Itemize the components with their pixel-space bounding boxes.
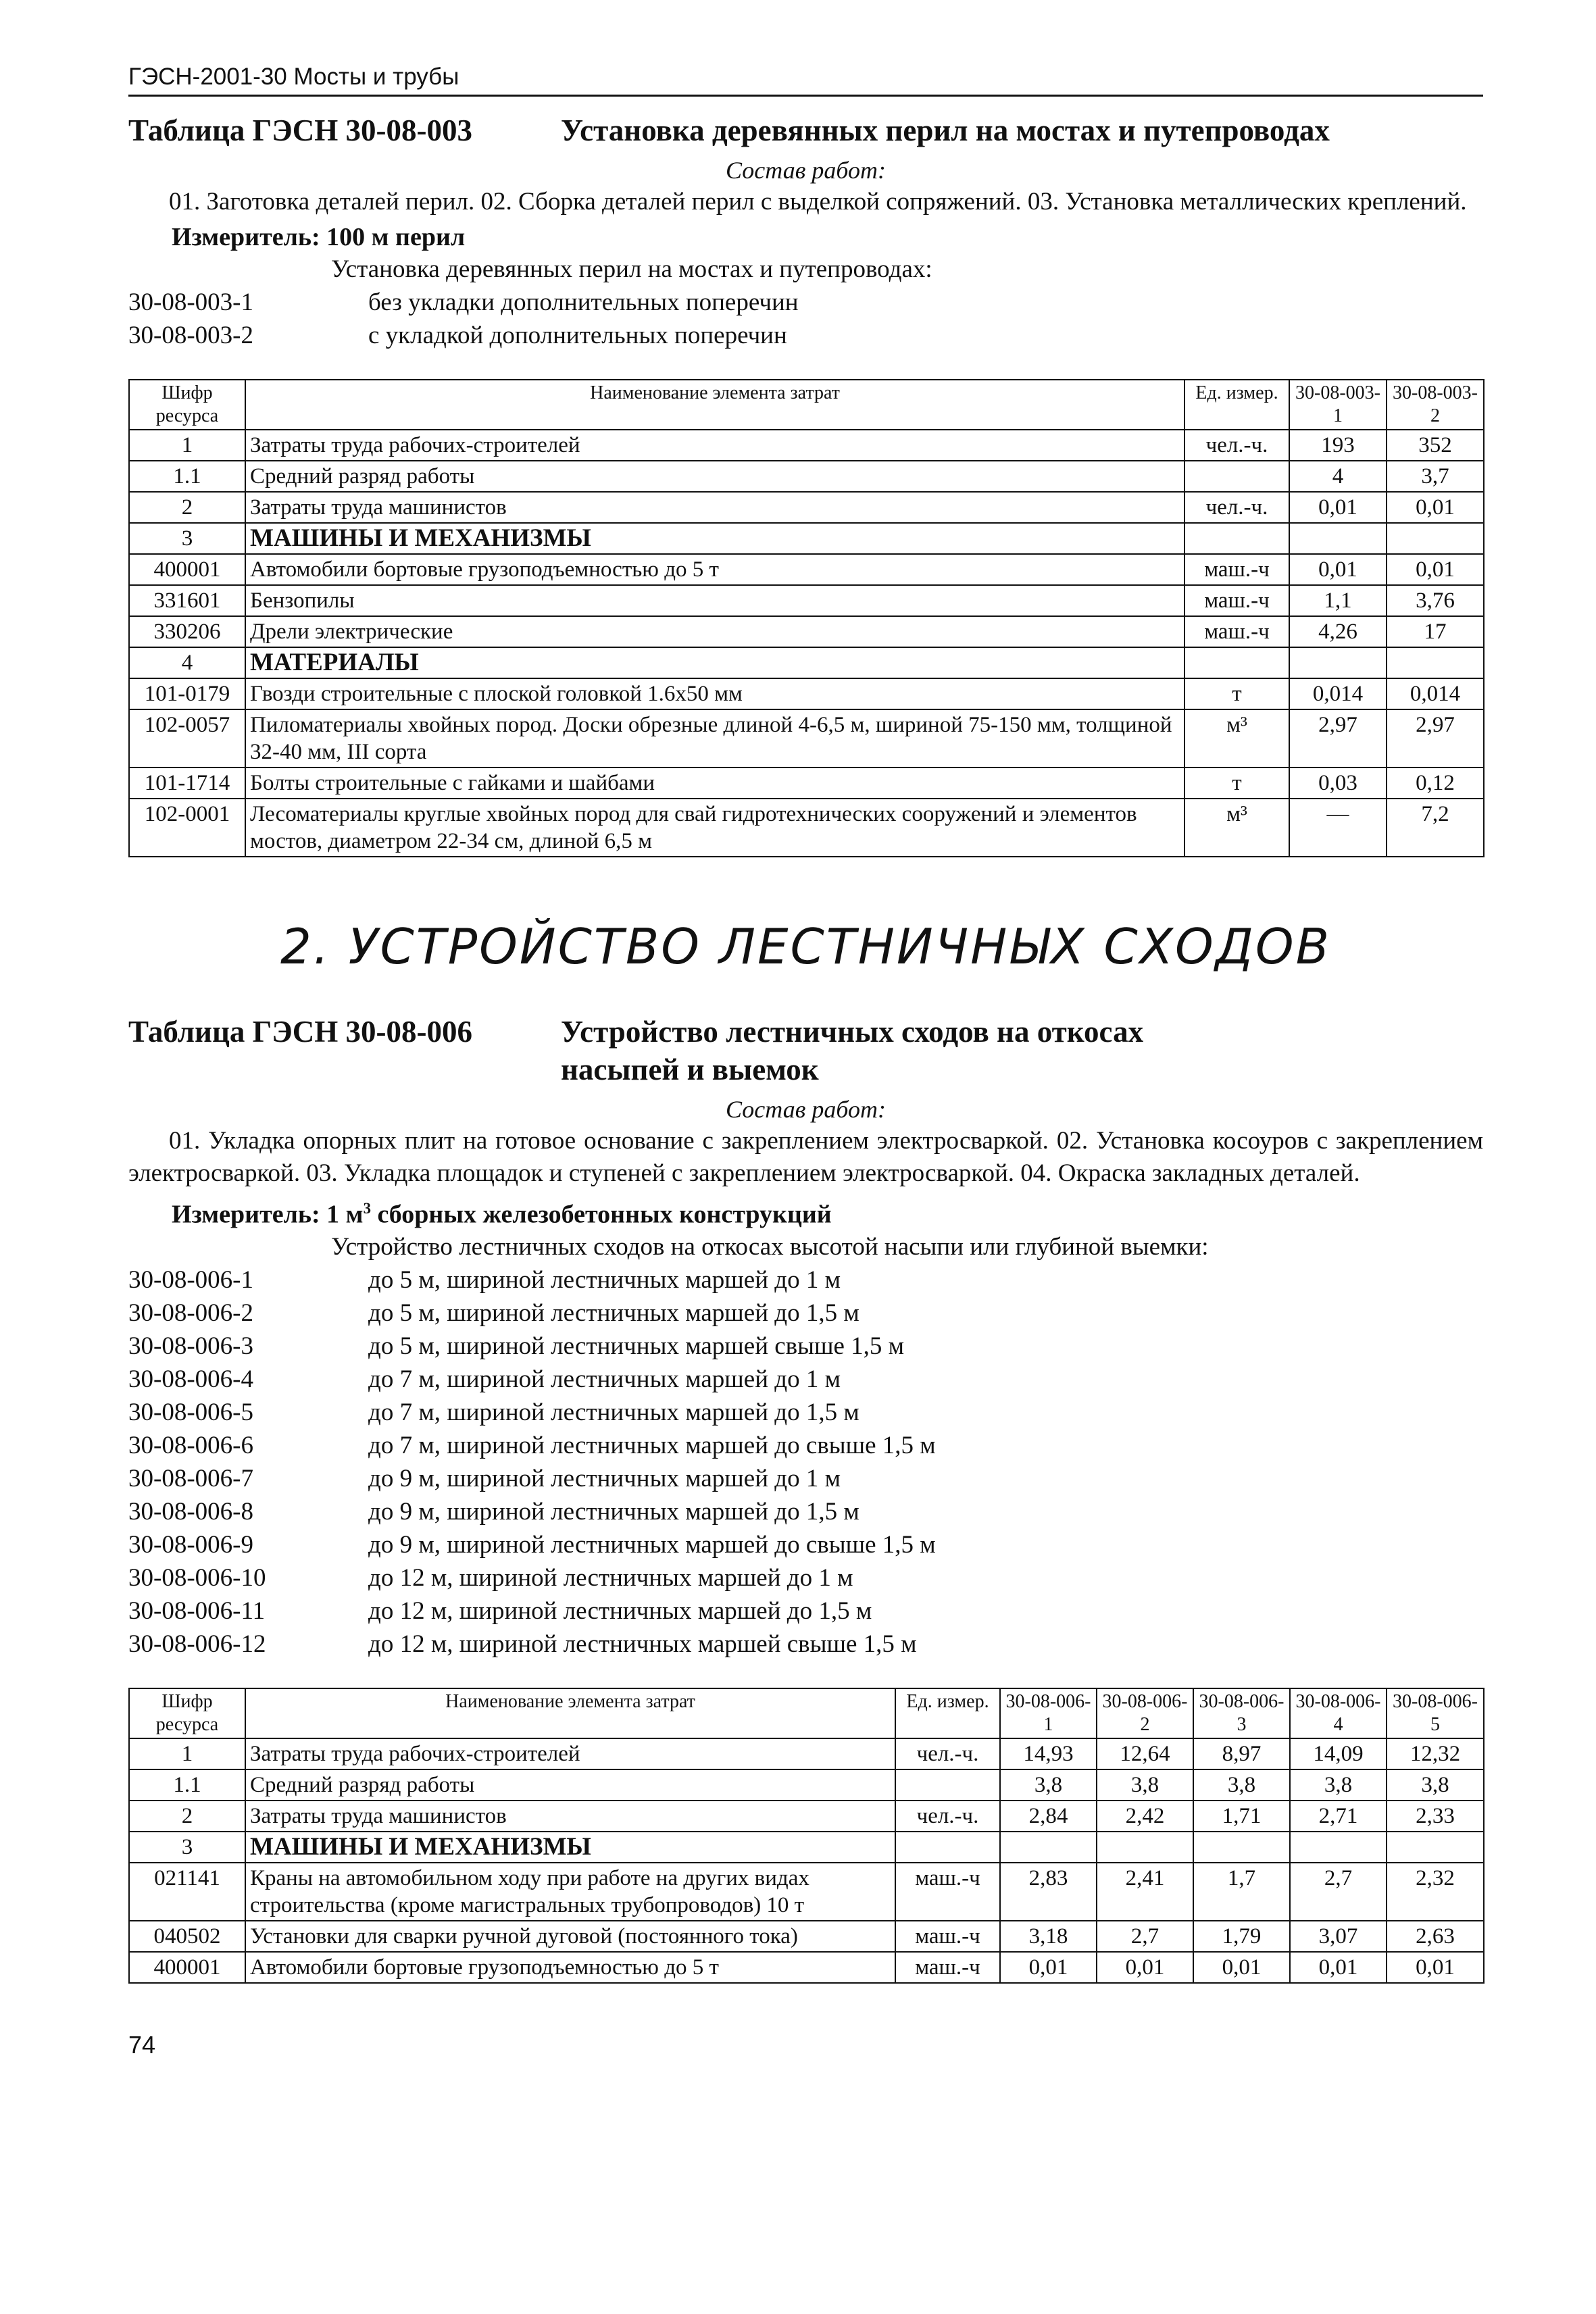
table-row <box>129 768 1484 799</box>
resource-code: 1 <box>129 430 245 461</box>
item-desc: до 5 м, шириной лестничных маршей до 1 м <box>368 1265 841 1294</box>
table2-item <box>128 1263 1483 1297</box>
norm-value: 3,8 <box>1000 1769 1097 1801</box>
table2-item <box>128 1495 1483 1528</box>
item-desc: до 9 м, шириной лестничных маршей до 1,5 м <box>368 1497 859 1526</box>
resource-unit: чел.-ч. <box>895 1801 1000 1832</box>
norm-value: 12,64 <box>1097 1738 1193 1769</box>
table2-works-label: Состав работ: <box>726 1096 886 1123</box>
resource-code: 331601 <box>129 585 245 616</box>
resource-code: 1.1 <box>129 1769 245 1801</box>
resource-unit: м³ <box>1184 799 1289 857</box>
table-row <box>129 1738 1484 1769</box>
item-code: 30-08-006-5 <box>128 1398 253 1426</box>
norm-value: 1,71 <box>1193 1801 1290 1832</box>
norm-value: 4 <box>1289 461 1387 492</box>
table2-item <box>128 1429 1483 1462</box>
table2-title-line2: насыпей и выемок <box>561 1053 819 1086</box>
table-row <box>129 492 1484 523</box>
norm-value: 0,01 <box>1387 554 1484 585</box>
resource-name: Бензопилы <box>245 585 1184 616</box>
item-code: 30-08-006-12 <box>128 1630 266 1658</box>
resource-name: Лесоматериалы круглые хвойных пород для свай гидротехнических сооружений и элементов мостов, диаметром 22-34 см, длиной 6,5 м <box>245 799 1184 857</box>
item-code: 30-08-006-4 <box>128 1365 253 1393</box>
col-norm-5: 30-08-006-5 <box>1387 1688 1484 1738</box>
table2-item <box>128 1330 1483 1363</box>
table1-items <box>128 286 1483 352</box>
col-resource: Шифр ресурса <box>129 1688 245 1738</box>
norm-value: 0,01 <box>1289 554 1387 585</box>
norm-value: 2,41 <box>1097 1863 1193 1921</box>
norm-value: 193 <box>1289 430 1387 461</box>
table2-code: Таблица ГЭСН 30-08-006 <box>128 1015 472 1049</box>
col-norm-1: 30-08-003-1 <box>1289 380 1387 430</box>
norm-value: 1,1 <box>1289 585 1387 616</box>
norm-value: 12,32 <box>1387 1738 1484 1769</box>
norm-value: 0,014 <box>1387 678 1484 709</box>
table-row <box>129 799 1484 857</box>
table1-resources <box>128 379 1485 857</box>
item-code: 30-08-006-7 <box>128 1464 253 1492</box>
resource-unit <box>895 1769 1000 1801</box>
norm-value: 3,7 <box>1387 461 1484 492</box>
table-row <box>129 554 1484 585</box>
table2-title-block <box>561 1013 1483 1088</box>
col-norm-1: 30-08-006-1 <box>1000 1688 1097 1738</box>
norm-value: 0,01 <box>1193 1952 1290 1983</box>
norm-value <box>1289 647 1387 678</box>
norm-value <box>1387 523 1484 554</box>
resource-unit: маш.-ч <box>895 1863 1000 1921</box>
norm-value: 2,84 <box>1000 1801 1097 1832</box>
table2-body <box>129 1738 1484 1983</box>
resource-unit: чел.-ч. <box>1184 430 1289 461</box>
norm-value <box>1289 523 1387 554</box>
table2-item <box>128 1628 1483 1661</box>
item-desc: до 12 м, шириной лестничных маршей свыше 1,5 м <box>368 1630 917 1658</box>
resource-code: 2 <box>129 1801 245 1832</box>
table-row <box>129 1863 1484 1921</box>
norm-value: 3,18 <box>1000 1921 1097 1952</box>
resource-unit <box>1184 461 1289 492</box>
table2-item <box>128 1297 1483 1330</box>
table1-title: Установка деревянных перил на мостах и путепроводах <box>561 114 1330 147</box>
measure-sup: 3 <box>363 1200 371 1217</box>
norm-value: 1,7 <box>1193 1863 1290 1921</box>
norm-value: 17 <box>1387 616 1484 647</box>
col-norm-4: 30-08-006-4 <box>1290 1688 1387 1738</box>
table-row <box>129 1952 1484 1983</box>
norm-value: 2,7 <box>1290 1863 1387 1921</box>
resource-unit <box>895 1832 1000 1863</box>
item-code: 30-08-006-3 <box>128 1332 253 1360</box>
table1-works-label: Состав работ: <box>726 157 886 184</box>
norm-value <box>1290 1832 1387 1863</box>
item-desc: с укладкой дополнительных поперечин <box>368 322 787 349</box>
table1-heading <box>128 111 1483 149</box>
resource-unit: маш.-ч <box>895 1952 1000 1983</box>
table-row <box>129 461 1484 492</box>
norm-value <box>1387 1832 1484 1863</box>
norm-value: 2,97 <box>1289 709 1387 768</box>
item-code: 30-08-006-10 <box>128 1563 266 1592</box>
norm-value: 14,93 <box>1000 1738 1097 1769</box>
norm-value: 3,8 <box>1290 1769 1387 1801</box>
resource-unit: чел.-ч. <box>895 1738 1000 1769</box>
norm-value <box>1097 1832 1193 1863</box>
table2-heading <box>128 1013 1483 1088</box>
norm-value: 8,97 <box>1193 1738 1290 1769</box>
norm-value <box>1000 1832 1097 1863</box>
resource-unit: т <box>1184 678 1289 709</box>
norm-value: 352 <box>1387 430 1484 461</box>
table2-item <box>128 1594 1483 1628</box>
norm-value: 2,7 <box>1097 1921 1193 1952</box>
resource-code: 021141 <box>129 1863 245 1921</box>
table-group-row <box>129 647 1484 678</box>
page-number: 74 <box>128 2030 156 2059</box>
item-code: 30-08-003-2 <box>128 322 253 349</box>
table1-item <box>128 319 1483 352</box>
resource-unit <box>1184 647 1289 678</box>
table2-title-line1: Устройство лестничных сходов на откосах <box>561 1015 1144 1049</box>
resource-unit: маш.-ч <box>895 1921 1000 1952</box>
norm-value: 0,03 <box>1289 768 1387 799</box>
item-code: 30-08-006-11 <box>128 1596 266 1625</box>
resource-name: Затраты труда рабочих-строителей <box>245 430 1184 461</box>
norm-value: 2,42 <box>1097 1801 1193 1832</box>
table-group-row <box>129 523 1484 554</box>
resource-name: МАТЕРИАЛЫ <box>245 647 1184 678</box>
resource-code: 102-0001 <box>129 799 245 857</box>
table2-works: 01. Укладка опорных плит на готовое основание с закреплением электросваркой. 02. Установка косоуров с закреплением электросваркой. 03. Укладка площадок и ступеней с закреплением электросваркой. 04. Окраска закладных деталей. <box>128 1127 1483 1187</box>
col-norm-2: 30-08-006-2 <box>1097 1688 1193 1738</box>
resource-name: Затраты труда машинистов <box>245 492 1184 523</box>
resource-code: 2 <box>129 492 245 523</box>
item-code: 30-08-006-8 <box>128 1497 253 1526</box>
resource-name: Гвозди строительные с плоской головкой 1.6х50 мм <box>245 678 1184 709</box>
resource-unit: маш.-ч <box>1184 616 1289 647</box>
norm-value: 3,76 <box>1387 585 1484 616</box>
item-code: 30-08-006-6 <box>128 1431 253 1459</box>
item-desc: до 7 м, шириной лестничных маршей до 1,5 м <box>368 1398 859 1426</box>
item-code: 30-08-006-2 <box>128 1299 253 1327</box>
norm-value: 0,01 <box>1000 1952 1097 1983</box>
norm-value: 0,014 <box>1289 678 1387 709</box>
resource-name: МАШИНЫ И МЕХАНИЗМЫ <box>245 523 1184 554</box>
table1-item <box>128 286 1483 319</box>
item-code: 30-08-003-1 <box>128 288 253 316</box>
table-row <box>129 430 1484 461</box>
norm-value <box>1387 647 1484 678</box>
resource-name: Пиломатериалы хвойных пород. Доски обрезные длиной 4-6,5 м, шириной 75-150 мм, толщиной 32-40 мм, III сорта <box>245 709 1184 768</box>
table2-item <box>128 1363 1483 1396</box>
resource-code: 330206 <box>129 616 245 647</box>
norm-value: 4,26 <box>1289 616 1387 647</box>
table-header-row <box>129 380 1484 430</box>
resource-unit: чел.-ч. <box>1184 492 1289 523</box>
measure-prefix: Измеритель: 1 м <box>172 1200 364 1229</box>
resource-code: 400001 <box>129 1952 245 1983</box>
resource-name: Автомобили бортовые грузоподъемностью до 5 т <box>245 1952 895 1983</box>
resource-unit: м³ <box>1184 709 1289 768</box>
measure-suffix: сборных железобетонных конструкций <box>370 1200 832 1229</box>
norm-value: 0,01 <box>1289 492 1387 523</box>
table-row <box>129 1921 1484 1952</box>
col-unit: Ед. измер. <box>895 1688 1000 1738</box>
col-name: Наименование элемента затрат <box>245 380 1184 430</box>
resource-code: 1 <box>129 1738 245 1769</box>
col-name: Наименование элемента затрат <box>245 1688 895 1738</box>
resource-code: 101-1714 <box>129 768 245 799</box>
resource-code: 1.1 <box>129 461 245 492</box>
resource-unit: маш.-ч <box>1184 554 1289 585</box>
table2-items <box>128 1263 1483 1661</box>
resource-code: 101-0179 <box>129 678 245 709</box>
section-heading: 2. УСТРОЙСТВО ЛЕСТНИЧНЫХ СХОДОВ <box>280 918 1331 975</box>
item-code: 30-08-006-9 <box>128 1530 253 1559</box>
norm-value: 2,33 <box>1387 1801 1484 1832</box>
item-desc: до 5 м, шириной лестничных маршей до 1,5 м <box>368 1299 859 1327</box>
resource-name: Средний разряд работы <box>245 1769 895 1801</box>
norm-value: 2,71 <box>1290 1801 1387 1832</box>
norm-value: 0,01 <box>1097 1952 1193 1983</box>
table1-code: Таблица ГЭСН 30-08-003 <box>128 114 472 147</box>
table-row <box>129 678 1484 709</box>
resource-code: 040502 <box>129 1921 245 1952</box>
norm-value: 0,01 <box>1387 492 1484 523</box>
norm-value: 2,63 <box>1387 1921 1484 1952</box>
resource-name: Затраты труда рабочих-строителей <box>245 1738 895 1769</box>
item-desc: до 7 м, шириной лестничных маршей до свыше 1,5 м <box>368 1431 936 1459</box>
col-unit: Ед. измер. <box>1184 380 1289 430</box>
table1-body <box>129 430 1484 857</box>
item-desc: до 5 м, шириной лестничных маршей свыше 1,5 м <box>368 1332 905 1360</box>
norm-value: 3,8 <box>1193 1769 1290 1801</box>
running-header: ГЭСН-2001-30 Мосты и трубы <box>128 62 1483 97</box>
table-row <box>129 1801 1484 1832</box>
norm-value: 0,01 <box>1387 1952 1484 1983</box>
table2-item <box>128 1561 1483 1594</box>
table-row <box>129 709 1484 768</box>
table1-intro: Установка деревянных перил на мостах и путепроводах: <box>331 255 932 283</box>
norm-value: 1,79 <box>1193 1921 1290 1952</box>
norm-value: 2,83 <box>1000 1863 1097 1921</box>
norm-value: 3,8 <box>1387 1769 1484 1801</box>
resource-unit: маш.-ч <box>1184 585 1289 616</box>
resource-name: Установки для сварки ручной дуговой (постоянного тока) <box>245 1921 895 1952</box>
norm-value <box>1193 1832 1290 1863</box>
norm-value: 2,97 <box>1387 709 1484 768</box>
col-norm-3: 30-08-006-3 <box>1193 1688 1290 1738</box>
resource-name: Средний разряд работы <box>245 461 1184 492</box>
resource-unit <box>1184 523 1289 554</box>
table2-item <box>128 1528 1483 1561</box>
resource-name: Болты строительные с гайками и шайбами <box>245 768 1184 799</box>
item-code: 30-08-006-1 <box>128 1265 253 1294</box>
resource-code: 400001 <box>129 554 245 585</box>
col-resource: Шифр ресурса <box>129 380 245 430</box>
resource-code: 3 <box>129 1832 245 1863</box>
item-desc: до 12 м, шириной лестничных маршей до 1 м <box>368 1563 853 1592</box>
norm-value: 3,8 <box>1097 1769 1193 1801</box>
table1-works: 01. Заготовка деталей перил. 02. Сборка деталей перил с выделкой сопряжений. 03. Установка металлических креплений. <box>169 188 1467 216</box>
table-header-row <box>129 1688 1484 1738</box>
table2-resources <box>128 1688 1485 1984</box>
table-row <box>129 585 1484 616</box>
norm-value: 0,12 <box>1387 768 1484 799</box>
resource-name: МАШИНЫ И МЕХАНИЗМЫ <box>245 1832 895 1863</box>
table-row <box>129 1769 1484 1801</box>
document-page <box>128 62 1483 2059</box>
table2-measure <box>128 1192 1483 1231</box>
table1-measure: Измеритель: 100 м перил <box>172 223 466 251</box>
resource-unit: т <box>1184 768 1289 799</box>
norm-value: 2,32 <box>1387 1863 1484 1921</box>
resource-code: 3 <box>129 523 245 554</box>
table-group-row <box>129 1832 1484 1863</box>
table2-intro: Устройство лестничных сходов на откосах высотой насыпи или глубиной выемки: <box>331 1232 1209 1261</box>
norm-value: 14,09 <box>1290 1738 1387 1769</box>
norm-value: — <box>1289 799 1387 857</box>
resource-name: Краны на автомобильном ходу при работе на других видах строительства (кроме магистральных трубопроводов) 10 т <box>245 1863 895 1921</box>
resource-code: 102-0057 <box>129 709 245 768</box>
norm-value: 7,2 <box>1387 799 1484 857</box>
norm-value: 0,01 <box>1290 1952 1387 1983</box>
table2-item <box>128 1396 1483 1429</box>
resource-name: Автомобили бортовые грузоподъемностью до 5 т <box>245 554 1184 585</box>
resource-name: Затраты труда машинистов <box>245 1801 895 1832</box>
resource-code: 4 <box>129 647 245 678</box>
item-desc: без укладки дополнительных поперечин <box>368 288 799 316</box>
item-desc: до 12 м, шириной лестничных маршей до 1,5 м <box>368 1596 872 1625</box>
col-norm-2: 30-08-003-2 <box>1387 380 1484 430</box>
table-row <box>129 616 1484 647</box>
resource-name: Дрели электрические <box>245 616 1184 647</box>
item-desc: до 7 м, шириной лестничных маршей до 1 м <box>368 1365 841 1393</box>
item-desc: до 9 м, шириной лестничных маршей до 1 м <box>368 1464 841 1492</box>
table2-item <box>128 1462 1483 1495</box>
item-desc: до 9 м, шириной лестничных маршей до свыше 1,5 м <box>368 1530 936 1559</box>
norm-value: 3,07 <box>1290 1921 1387 1952</box>
